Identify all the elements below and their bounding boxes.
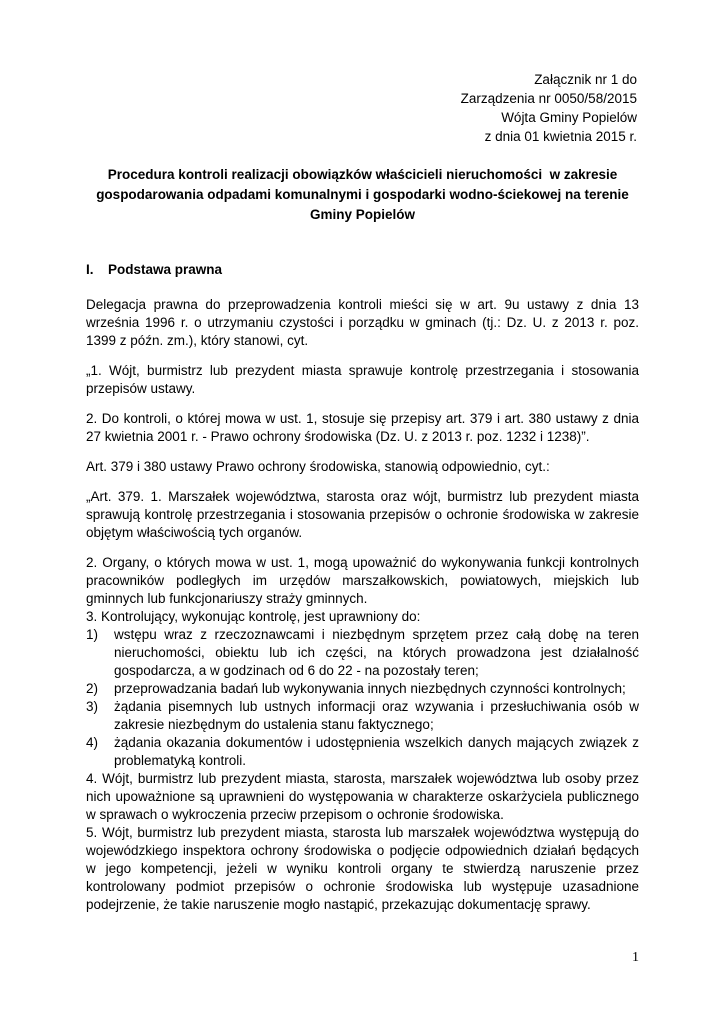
article-379-par-5: 5. Wójt, burmistrz lub prezydent miasta, starosta lub marszałek województwa występują do wojewódzkiego inspektora ochrony środowiska o podjęcie odpowiednich działań będących w jego kompetencji, jeżeli w wyniku kontroli organy te stwierdzą naruszenie przez kontrolowany podmiot przepisów o ochronie środowiska lub występuje uzasadnione podejrzenie, że takie naruszenie mogło nastąpić, przekazując dokumentację sprawy.: [86, 825, 639, 912]
title-line-3: Gminy Popielów: [309, 207, 415, 222]
section-number: I.: [86, 262, 94, 277]
list-item: [86, 734, 639, 770]
annex-line-2: Zarządzenia nr 0050/58/2015: [460, 91, 637, 106]
delegation-paragraph: Delegacja prawna do przeprowadzenia kontroli mieści się w art. 9u ustawy z dnia 13 września 1996 r. o utrzymaniu czystości i porządku w gminach (tj.: Dz. U. z 2013 r. poz. 1399 z późn. zm.), który stanowi, cyt.: [86, 297, 639, 348]
title-line-2: gospodarowania odpadami komunalnymi i gospodarki wodno-ściekowej na terenie: [96, 187, 629, 202]
list-item-number: 1): [86, 627, 99, 642]
list-item: [86, 680, 639, 698]
section-heading: [86, 262, 222, 277]
list-item-text: żądania pisemnych lub ustnych informacji oraz wzywania i przesłuchiwania osób w zakresie niezbędnym do ustalenia stanu faktycznego;: [114, 699, 639, 732]
article-379-par-1: „Art. 379. 1. Marszałek województwa, starosta oraz wójt, burmistrz lub prezydent miasta sprawują kontrolę przestrzegania i stosowania przepisów o ochronie środowiska w zakresie objętym właściwością tych organów.: [86, 489, 639, 540]
list-item-text: żądania okazania dokumentów i udostępnienia wszelkich danych mających związek z problematyką kontroli.: [114, 735, 639, 768]
annex-line-4: z dnia 01 kwietnia 2015 r.: [484, 129, 637, 144]
annex-header: [461, 70, 637, 146]
list-item-text: wstępu wraz z rzeczoznawcami i niezbędnym sprzętem przez całą dobę na teren nieruchomości, obiektu lub ich części, na których prowadzona jest działalność gospodarcza, a w godzinach od 6 do 22 - na pozostały teren;: [114, 627, 639, 678]
annex-line-1: Załącznik nr 1 do: [534, 72, 637, 87]
list-item: [86, 626, 639, 680]
list-item-number: 4): [86, 735, 99, 750]
annex-line-3: Wójta Gminy Popielów: [501, 110, 637, 125]
list-item-text: przeprowadzania badań lub wykonywania innych niezbędnych czynności kontrolnych;: [114, 681, 626, 696]
powers-list: [86, 626, 639, 770]
article-379-par-3: 3. Kontrolujący, wykonując kontrolę, jest uprawniony do:: [86, 609, 421, 624]
section-title: Podstawa prawna: [108, 262, 223, 277]
list-item-number: 2): [86, 681, 99, 696]
list-item-number: 3): [86, 699, 99, 714]
article-379-par-2: 2. Organy, o których mowa w ust. 1, mogą upoważnić do wykonywania funkcji kontrolnych pracowników podległych im urzędów marszałkowskich, powiatowych, miejskich lub gminnych lub funkcjonariuszy straży gminnych.: [86, 555, 639, 606]
page-number: 1: [632, 950, 639, 965]
title-line-1: Procedura kontroli realizacji obowiązków właścicieli nieruchomości w zakresie: [107, 167, 618, 182]
list-item: [86, 698, 639, 734]
document-body: [86, 296, 639, 914]
article-379-par-4: 4. Wójt, burmistrz lub prezydent miasta, starosta, marszałek województwa lub osoby przez nich upoważnione są uprawnieni do występowania w charakterze oskarżyciela publicznego w sprawach o wykroczenia przeciw przepisom o ochronie środowiska.: [86, 771, 639, 822]
article-intro: Art. 379 i 380 ustawy Prawo ochrony środowiska, stanowią odpowiednio, cyt.:: [86, 459, 550, 474]
document-title: [86, 165, 639, 225]
quote-paragraph-2: 2. Do kontroli, o której mowa w ust. 1, stosuje się przepisy art. 379 i art. 380 ustawy z dnia 27 kwietnia 2001 r. - Prawo ochrony środowiska (Dz. U. z 2013 r. poz. 1232 i 1238)”.: [86, 411, 639, 444]
quote-paragraph-1: „1. Wójt, burmistrz lub prezydent miasta sprawuje kontrolę przestrzegania i stosowania przepisów ustawy.: [86, 363, 639, 396]
